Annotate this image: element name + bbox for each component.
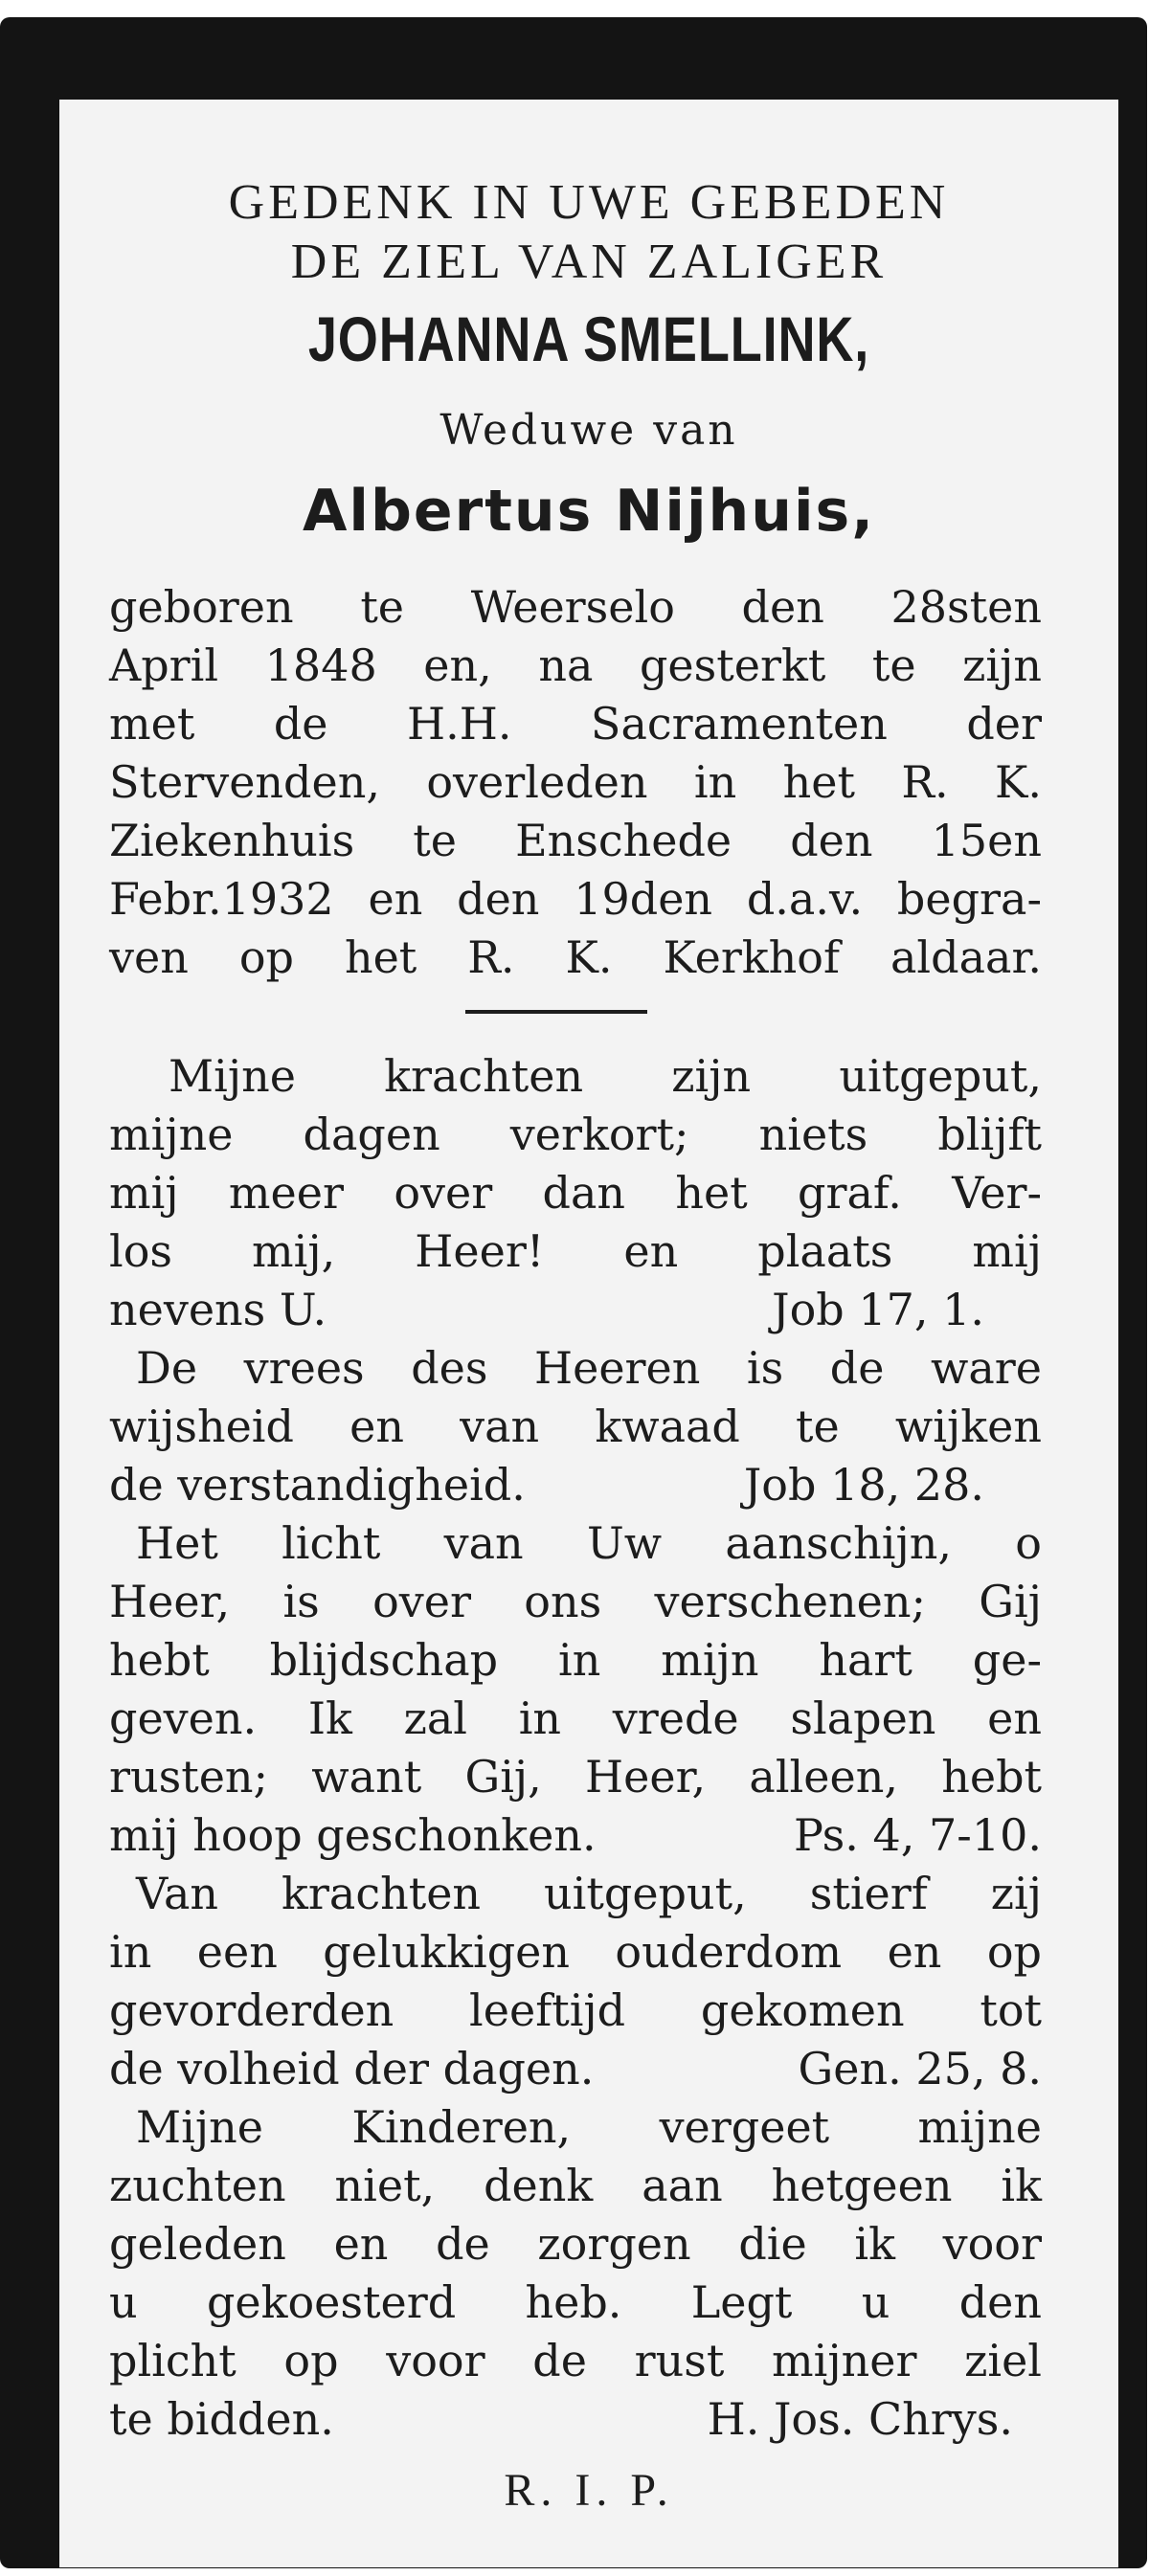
- verse-line: Mijne Kinderen, vergeet mijne: [136, 2101, 1042, 2153]
- verse-line: [109, 2040, 1042, 2097]
- bio-line: April 1848 en, na gesterkt te zijn: [109, 639, 1042, 691]
- verse-line: los mij, Heer! en plaats mij: [109, 1225, 1042, 1277]
- husband-name: Albertus Nijhuis,: [302, 478, 876, 545]
- verse-line: u gekoesterd heb. Legt u den: [109, 2276, 1042, 2328]
- verse-line: Het licht van Uw aanschijn, o: [136, 1517, 1042, 1569]
- verse-text: mij hoop geschonken.: [109, 1809, 597, 1861]
- verse-line: Heer, is over ons verschenen; Gij: [109, 1576, 1042, 1627]
- header-line-2: DE ZIEL VAN ZALIGER: [290, 235, 888, 289]
- scripture-reference: H. Jos. Chrys.: [707, 2393, 1013, 2445]
- widow-of-label: Weduwe van: [439, 406, 738, 455]
- verse-text: de verstandigheid.: [109, 1459, 526, 1511]
- verse-line: Mijne krachten zijn uitgeput,: [169, 1050, 1042, 1102]
- scripture-reference: Job 17, 1.: [772, 1284, 984, 1335]
- divider-rule: [465, 1010, 647, 1014]
- header-line-1: GEDENK IN UWE GEBEDEN: [228, 175, 950, 230]
- bio-line: met de H.H. Sacramenten der: [109, 698, 1042, 750]
- scripture-reference: Gen. 25, 8.: [798, 2043, 1042, 2094]
- verse-text: nevens U.: [109, 1284, 327, 1335]
- verse-line: wijsheid en van kwaad te wijken: [109, 1400, 1042, 1452]
- verse-line: hebt blijdschap in mijn hart ge-: [109, 1634, 1042, 1686]
- verse-line: Van krachten uitgeput, stierf zij: [136, 1868, 1042, 1919]
- scripture-reference: Ps. 4, 7-10.: [793, 1809, 1042, 1861]
- verse-line: zuchten niet, denk aan hetgeen ik: [109, 2160, 1042, 2211]
- rip-closing: R. I. P.: [504, 2465, 674, 2516]
- verse-line: [109, 1456, 1042, 1513]
- deceased-name: JOHANNA SMELLINK,: [307, 303, 870, 374]
- verse-line: [109, 1806, 1042, 1864]
- verse-line: geleden en de zorgen die ik voor: [109, 2218, 1042, 2270]
- scripture-reference: Job 18, 28.: [743, 1459, 984, 1511]
- verse-line: plicht op voor de rust mijner ziel: [109, 2335, 1042, 2386]
- verse-line: mijne dagen verkort; niets blijft: [109, 1109, 1042, 1160]
- verse-line: geven. Ik zal in vrede slapen en: [109, 1692, 1042, 1744]
- verse-line: in een gelukkigen ouderdom en op: [109, 1926, 1042, 1978]
- verse-line: mij meer over dan het graf. Ver-: [109, 1167, 1042, 1219]
- verse-line: [109, 1281, 1042, 1338]
- verse-line: rusten; want Gij, Heer, alleen, hebt: [109, 1751, 1042, 1803]
- verse-line: gevorderden leeftijd gekomen tot: [109, 1984, 1042, 2036]
- bio-line: ven op het R. K. Kerkhof aldaar.: [109, 931, 1042, 983]
- verse-text: te bidden.: [109, 2393, 334, 2445]
- verse-text: de volheid der dagen.: [109, 2043, 595, 2094]
- bio-line: Ziekenhuis te Enschede den 15en: [109, 815, 1042, 866]
- verse-line: [109, 2390, 1042, 2448]
- mourning-card: [59, 100, 1118, 2567]
- verse-line: De vrees des Heeren is de ware: [136, 1342, 1042, 1394]
- bio-line: Stervenden, overleden in het R. K.: [109, 756, 1042, 808]
- bio-line: geboren te Weerselo den 28sten: [109, 581, 1042, 633]
- bio-line: Febr.1932 en den 19den d.a.v. begra-: [109, 873, 1042, 925]
